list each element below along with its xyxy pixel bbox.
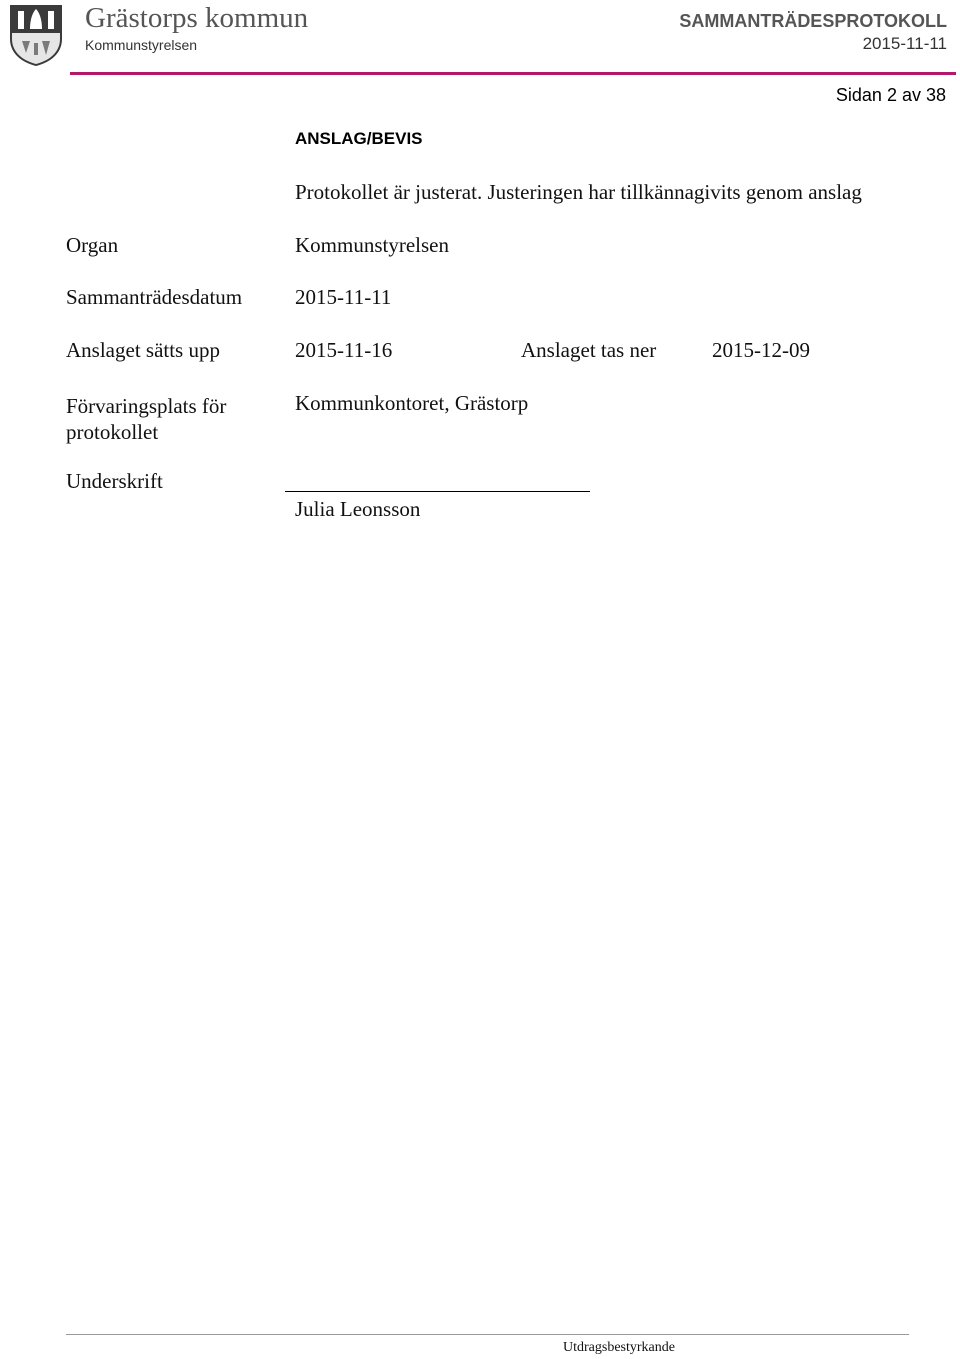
signer-name: Julia Leonsson: [295, 497, 421, 521]
signature-line: [285, 491, 590, 492]
meeting-date-value: 2015-11-11: [295, 285, 392, 309]
footer-divider: [66, 1334, 909, 1335]
storage-label-line2: protokollet: [66, 420, 159, 444]
removed-date-label: Anslaget tas ner: [521, 338, 657, 362]
document-type: SAMMANTRÄDESPROTOKOLL: [679, 11, 947, 31]
intro-text: Protokollet är justerat. Justeringen har tillkännagivits genom anslag: [295, 180, 862, 204]
signature-label: Underskrift: [66, 469, 163, 493]
header-divider: [70, 72, 956, 75]
removed-date-value: 2015-12-09: [712, 338, 810, 362]
posted-date-value: 2015-11-16: [295, 338, 393, 362]
municipal-coat-of-arms-icon: [8, 3, 64, 67]
organ-value: Kommunstyrelsen: [295, 233, 449, 257]
storage-label: [66, 393, 226, 445]
storage-label-line1: Förvaringsplats för: [66, 394, 227, 418]
posted-date-label: Anslaget sätts upp: [66, 338, 220, 362]
committee-name: Kommunstyrelsen: [85, 37, 198, 53]
footer-label: Utdragsbestyrkande: [563, 1340, 675, 1355]
municipality-name: Grästorps kommun: [85, 2, 309, 34]
meeting-date-label: Sammanträdesdatum: [66, 285, 243, 309]
document-date: 2015-11-11: [862, 34, 947, 53]
section-heading: ANSLAG/BEVIS: [295, 129, 423, 148]
page-counter: Sidan 2 av 38: [835, 85, 946, 105]
organ-label: Organ: [66, 233, 119, 257]
storage-value: Kommunkontoret, Grästorp: [295, 391, 529, 415]
